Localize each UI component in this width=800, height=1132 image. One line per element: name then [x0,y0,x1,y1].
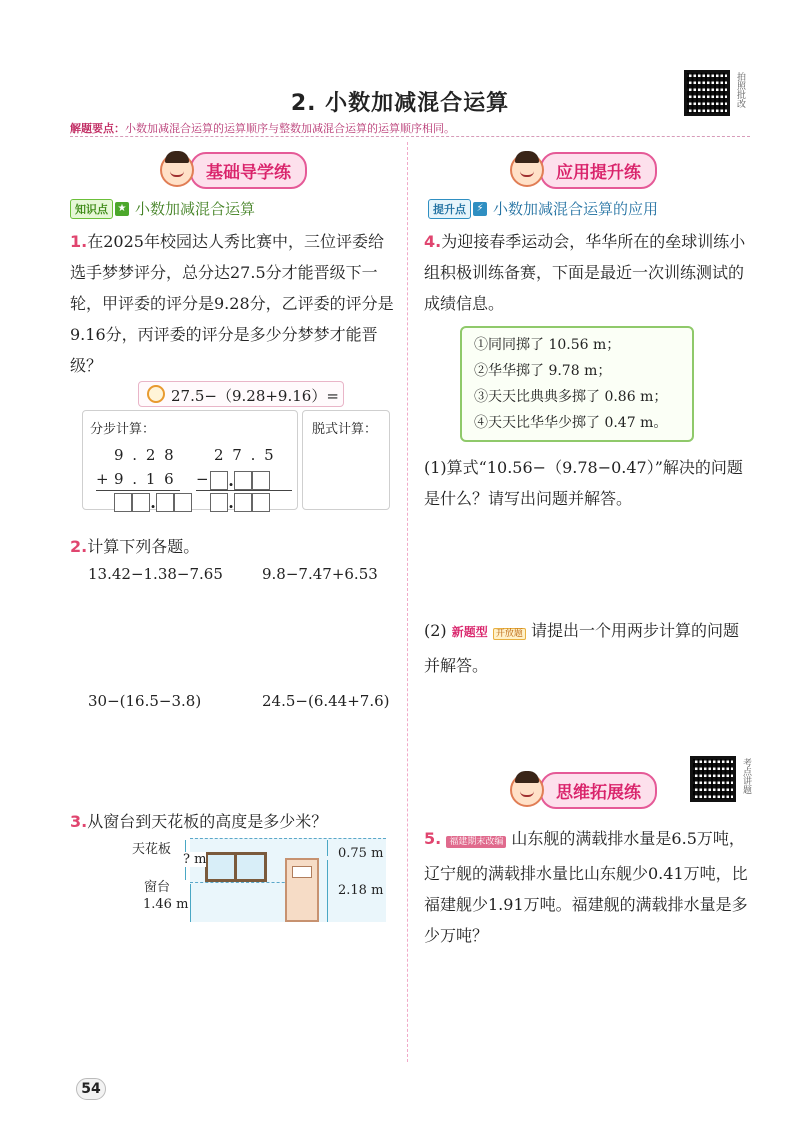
top-height: 0.75 m [338,846,384,861]
question-1 [70,226,395,381]
decimal-dot: . [228,493,234,512]
q2-text: 计算下列各题。 [87,537,200,556]
window-frame [234,852,237,882]
q2-number: 2. [70,537,88,556]
decimal-dot: . [150,493,156,512]
banner-extend [510,770,657,810]
qr-top-label: 拍照批改 [735,72,745,108]
sill-arrow [190,884,191,922]
qr-code-icon[interactable] [684,70,730,116]
row2-a: 9 . 1 6 [114,470,176,488]
ceiling-label: 天花板 [132,842,172,857]
door-window [292,866,312,878]
knowledge-tag: 知识点 [70,199,113,219]
info-4: ④天天比华华少掷了 0.47 m。 [474,415,668,431]
q4-p2-text: 请提出一个用两步计算的问题并解答。 [424,621,739,675]
improve-text: 小数加减混合运算的应用 [493,200,659,218]
q4-number: 4. [424,232,442,251]
row1-b: 2 7 . 5 [214,446,276,464]
knowledge-text: 小数加减混合运算 [135,200,256,218]
info-card [460,326,694,442]
q1-number: 1. [70,232,88,251]
banner-basic-label: 基础导学练 [190,152,307,189]
mascot-icon [510,773,544,807]
new-type-badge: 新题型 [451,625,488,639]
ceiling-line [190,838,386,839]
answer-box[interactable] [114,493,132,512]
banner-basic [160,150,307,190]
info-1: ①同同掷了 10.56 m； [474,337,621,353]
windowsill-label: 窗台 [144,880,171,895]
mascot-icon [160,153,194,187]
answer-box[interactable] [252,471,270,490]
banner-extend-label: 思维拓展练 [540,772,657,809]
answer-box[interactable] [210,471,228,490]
lightning-icon: ⚡ [473,202,487,216]
mascot-icon [510,153,544,187]
tips-line [70,120,455,136]
q4-p1-text: 算式“10.56−（9.78−0.47）”解决的问题是什么？请写出问题并解答。 [424,458,743,508]
open-question-badge: 开放题 [493,628,526,640]
answer-box[interactable] [132,493,150,512]
q2-expr-3: 30−(16.5−3.8) [88,692,202,710]
question-2 [70,531,199,562]
sill-line [190,882,300,883]
question-4 [424,226,752,319]
q1-text: 在2025年校园达人秀比赛中，三位评委给选手梦梦评分，总分达27.5分才能晋级下一轮，甲评委的评分是9.28分，乙评委的评分是9.16分，丙评委的评分是多少分梦梦才能晋级？ [70,232,394,375]
clock-icon [147,385,165,403]
banner-apply-label: 应用提升练 [540,152,657,189]
sill-height: 1.46 m [143,897,189,912]
q2-expr-2: 9.8−7.47+6.53 [262,565,378,583]
tips-text: 小数加减混合运算的运算顺序与整数加减混合运算的运算顺序相同。 [125,122,455,135]
answer-box[interactable] [210,493,228,512]
q4-part-1 [424,452,752,514]
answer-box[interactable] [234,493,252,512]
q4-p1-label: (1) [424,458,447,477]
page-number: 54 [76,1078,106,1100]
answer-box[interactable] [156,493,174,512]
door-arrow [327,860,328,922]
q4-p2-label: (2) [424,621,447,640]
q5-text: 山东舰的满载排水量是6.5万吨，辽宁舰的满载排水量比山东舰少0.41万吨，比福建舰少1.91万吨。福建舰的满载排水量是多少万吨？ [424,829,748,945]
info-3: ③天天比典典多掷了 0.86 m； [474,389,668,405]
source-badge: 福建期末改编 [446,836,506,848]
column-divider [407,142,408,1062]
qr-mid-label: 考点讲题 [741,758,751,794]
diff-line [196,490,292,491]
answer-box[interactable] [252,493,270,512]
q5-number: 5. [424,829,442,848]
q3-text: 从窗台到天花板的高度是多少米？ [87,812,328,831]
row2-op: + [96,470,109,488]
header-divider [70,136,750,137]
improve-tag: 提升点 [428,199,471,219]
banner-apply [510,150,657,190]
step-label: 分步计算： [90,422,156,437]
answer-boxes-sum [114,492,192,512]
q2-expr-4: 24.5−(6.44+7.6) [262,692,390,710]
info-2: ②华华掷了 9.78 m； [474,363,612,379]
qr-code-icon-2[interactable] [690,756,736,802]
question-5 [424,823,752,951]
page-title: 2. 小数加减混合运算 [290,91,510,116]
q2-expr-1: 13.42−1.38−7.65 [88,565,223,583]
question-3 [70,806,327,837]
answer-box[interactable] [234,471,252,490]
tips-label: 解题要点： [70,122,125,135]
q4-text: 为迎接春季运动会，华华所在的垒球训练小组积极训练备赛，下面是最近一次训练测试的成绩信息。 [424,232,746,313]
knowledge-point [70,198,255,219]
free-label: 脱式计算： [312,422,378,437]
row2-op-b: − [196,470,209,488]
door-height: 2.18 m [338,883,384,898]
row1-a: 9 . 2 8 [114,446,176,464]
answer-boxes-diff [210,492,270,512]
top-arrow [327,840,328,856]
unknown-height: ? m [183,852,207,867]
q1-hint [138,381,344,407]
answer-boxes-sub1 [210,470,270,490]
q1-hint-expr: 27.5−（9.28+9.16）= [171,387,339,405]
q3-number: 3. [70,812,88,831]
improve-point [428,198,658,219]
answer-box[interactable] [174,493,192,512]
decimal-dot: . [228,471,234,490]
q4-part-2 [424,615,752,681]
star-icon: ★ [115,202,129,216]
sum-line [96,490,180,491]
